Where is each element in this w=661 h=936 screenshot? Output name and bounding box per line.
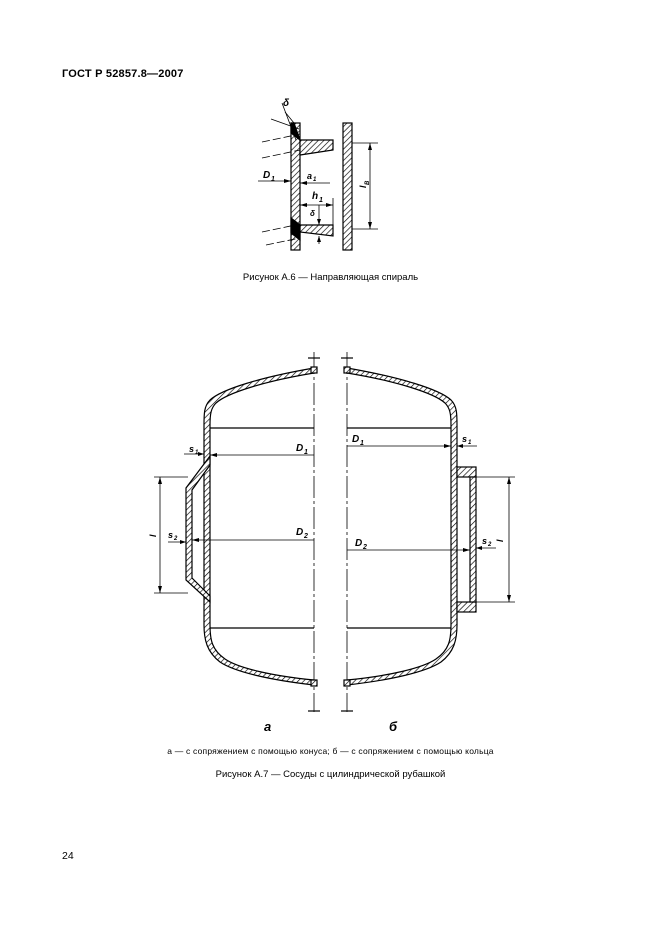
label-delta-small: δ [310, 209, 315, 218]
label-lb-sub: B [365, 180, 371, 185]
label-h1: h [312, 191, 319, 202]
document-header: ГОСТ Р 52857.8—2007 [62, 68, 184, 80]
label-variant-b: б [389, 719, 398, 734]
vessel-centerlines [314, 352, 347, 712]
right-jacket-wall [470, 477, 476, 602]
label-d1-sub: 1 [271, 176, 275, 183]
label-d2-left-sub: 2 [304, 533, 308, 540]
label-variant-a: а [264, 719, 272, 734]
figure-a7-legend: а — с сопряжением с помощью конуса; б — с сопряжением с помощью кольца [167, 746, 494, 756]
label-d1-right-sub: 1 [360, 440, 364, 447]
label-s1-right: s [462, 434, 468, 444]
label-s1-left: s [189, 444, 195, 454]
label-s1-left-sub: 1 [195, 450, 199, 456]
label-delta: δ [283, 98, 290, 109]
label-s2-right-sub: 2 [488, 542, 492, 548]
label-lb: l [358, 185, 368, 188]
label-d1-left: D [296, 443, 304, 454]
label-s1-right-sub: 1 [468, 440, 472, 446]
outer-wall [343, 123, 352, 250]
label-h1-sub: 1 [319, 197, 323, 204]
label-d2-left: D [296, 527, 304, 538]
spiral-section-lower [300, 225, 333, 236]
figure-a6-caption: Рисунок А.6 — Направляющая спираль [242, 272, 419, 283]
label-l-right: l [495, 539, 505, 542]
label-l-left: l [148, 534, 158, 537]
page-number: 24 [62, 850, 74, 862]
label-d1-right: D [352, 434, 360, 445]
guide-spiral-drawing [258, 103, 378, 250]
spiral-section-upper [300, 140, 333, 155]
label-s2-left-sub: 2 [174, 536, 178, 542]
figure-a7-caption: Рисунок А.7 — Сосуды с цилиндрической рубашкой [215, 769, 446, 780]
right-jacket-ring-top [457, 467, 476, 477]
right-jacket-ring-bottom [457, 602, 476, 612]
label-s2-left: s [168, 530, 174, 540]
label-d2-right: D [355, 538, 363, 549]
label-d1-left-sub: 1 [304, 449, 308, 456]
label-d2-right-sub: 2 [363, 544, 367, 551]
label-a1-sub: 1 [313, 177, 317, 183]
jacketed-vessels-drawing [154, 352, 515, 712]
right-vessel-shell [347, 368, 457, 685]
label-s2-right: s [482, 536, 488, 546]
label-a1: a [307, 171, 313, 181]
label-d1: D [263, 170, 271, 181]
